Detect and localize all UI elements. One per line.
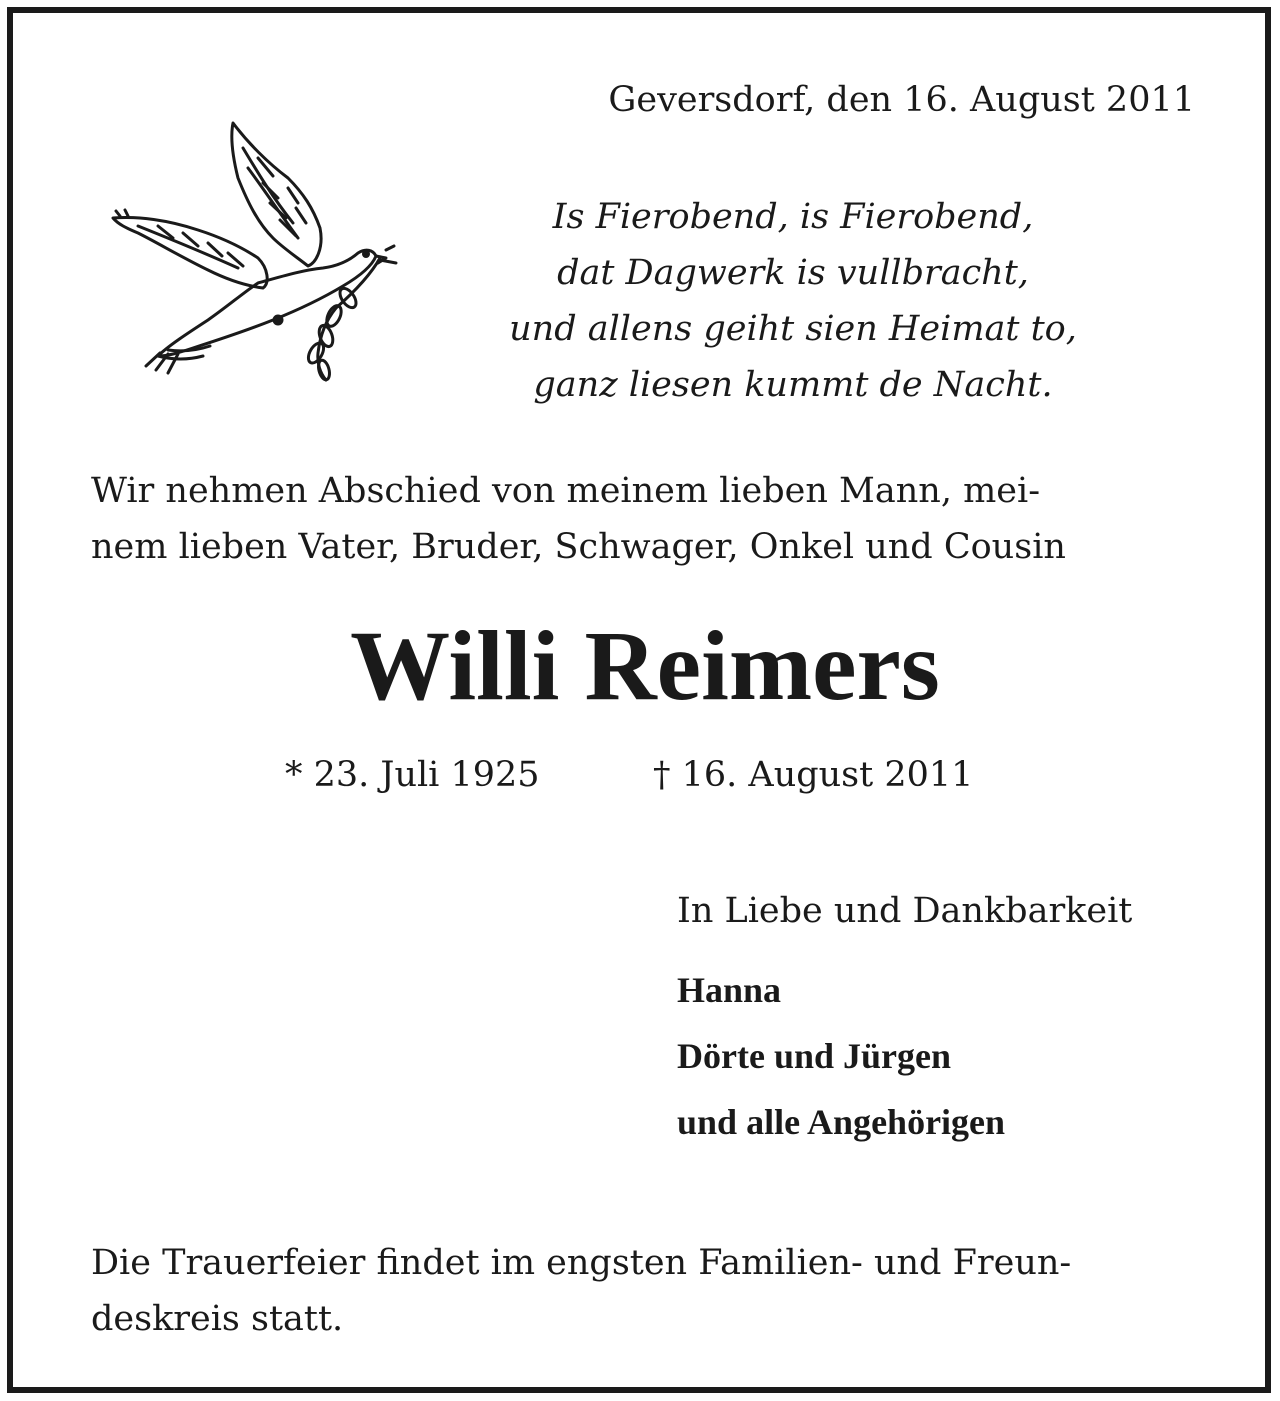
closing-line: In Liebe und Dankbarkeit (677, 891, 1133, 931)
dove-icon (98, 98, 398, 388)
farewell-intro (91, 463, 1066, 575)
funeral-line: deskreis statt. (91, 1299, 344, 1339)
birth-date: * 23. Juli 1925 (285, 755, 540, 795)
verse-line: und allens geiht sien Heimat to, (509, 309, 1077, 349)
place-and-date: Geversdorf, den 16. August 2011 (608, 80, 1195, 120)
verse-line: dat Dagwerk is vullbracht, (557, 253, 1029, 293)
signer-name: Hanna (677, 970, 782, 1010)
deceased-name: Willi Reimers (350, 610, 940, 721)
verse-line: Is Fierobend, is Fierobend, (552, 197, 1034, 237)
signer-name: Dörte und Jürgen (677, 1036, 952, 1076)
intro-line: nem lieben Vater, Bruder, Schwager, Onkel und Cousin (91, 527, 1066, 567)
verse-line: ganz liesen kummt de Nacht. (533, 365, 1053, 405)
death-date: † 16. August 2011 (653, 755, 974, 795)
signer-name: und alle Angehörigen (677, 1102, 1006, 1142)
obituary-notice (7, 7, 1271, 1393)
signers (677, 957, 1005, 1155)
verse (463, 189, 1123, 413)
intro-line: Wir nehmen Abschied von meinem lieben Mann, mei- (91, 471, 1041, 511)
funeral-line: Die Trauerfeier findet im engsten Familien- und Freun- (91, 1243, 1072, 1283)
funeral-note (91, 1235, 1071, 1347)
